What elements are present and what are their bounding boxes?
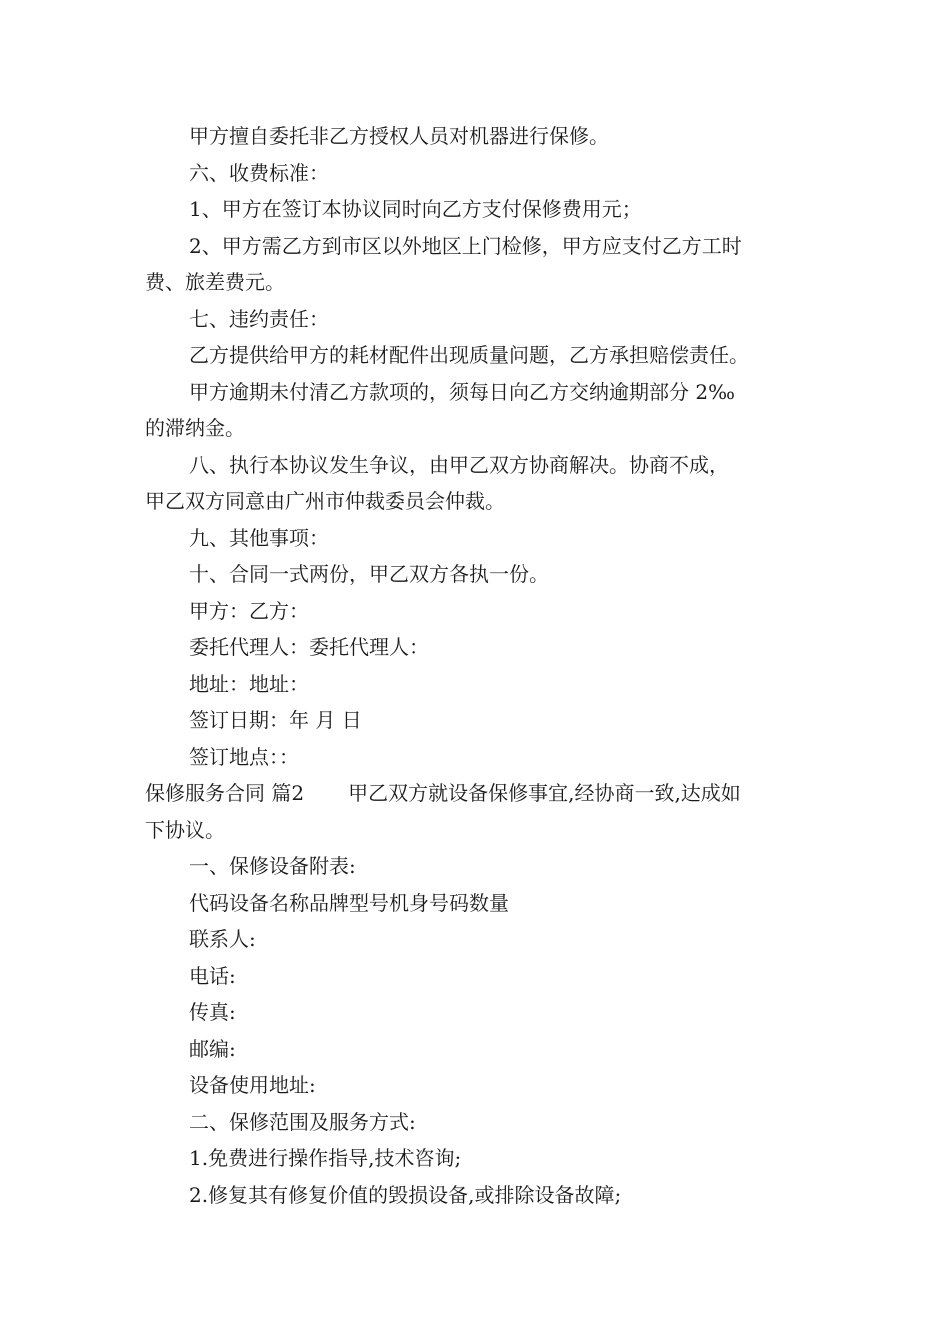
paragraph-line: 联系人: <box>189 927 256 951</box>
paragraph-line: 的滞纳金。 <box>145 416 245 440</box>
paragraph-line: 代码设备名称品牌型号机身号码数量 <box>189 890 509 915</box>
paragraph-line: 地址：地址： <box>189 671 309 696</box>
paragraph-line: 一、保修设备附表: <box>189 854 356 878</box>
paragraph-line: 下协议。 <box>145 817 225 842</box>
section-2-intro: 甲乙双方就设备保修事宜,经协商一致,达成如 <box>348 781 741 805</box>
paragraph-line: 电话: <box>189 963 236 988</box>
document-body <box>145 118 810 1213</box>
contract-section-2 <box>145 812 810 1214</box>
paragraph-line: 十、合同一式两份，甲乙双方各执一份。 <box>189 562 549 586</box>
paragraph-line: 乙方提供给甲方的耗材配件出现质量问题，乙方承担赔偿责任。 <box>189 343 749 367</box>
paragraph-line: 七、违约责任： <box>189 306 329 331</box>
paragraph-line: 签订地点：： <box>189 744 299 769</box>
paragraph-line: 签订日期：年 月 日 <box>189 708 362 732</box>
paragraph-line: 设备使用地址: <box>189 1073 316 1097</box>
section-2-title: 保修服务合同 篇2 <box>145 781 305 805</box>
paragraph-line: 甲方逾期未付清乙方款项的，须每日向乙方交纳逾期部分 2‰ <box>189 379 735 404</box>
paragraph-line: 邮编: <box>189 1036 236 1061</box>
paragraph-line: 甲乙双方同意由广州市仲裁委员会仲裁。 <box>145 489 505 513</box>
paragraph-line: 委托代理人：委托代理人： <box>189 635 429 659</box>
paragraph-line: 九、其他事项： <box>189 525 329 550</box>
paragraph-line: 2、甲方需乙方到市区以外地区上门检修，甲方应支付乙方工时 <box>189 233 742 258</box>
paragraph-line: 传真: <box>189 1000 236 1024</box>
paragraph-line: 1、甲方在签订本协议同时向乙方支付保修费用元； <box>189 197 642 221</box>
paragraph-line: 2.修复其有修复价值的毁损设备,或排除设备故障; <box>189 1182 622 1207</box>
section-2-heading-line <box>145 775 810 812</box>
paragraph-line: 六、收费标准： <box>189 160 329 185</box>
paragraph-line: 八、执行本协议发生争议，由甲乙双方协商解决。协商不成， <box>189 452 729 477</box>
paragraph-line: 甲方擅自委托非乙方授权人员对机器进行保修。 <box>189 124 609 148</box>
contract-section-1 <box>145 118 810 775</box>
paragraph-line: 二、保修范围及服务方式: <box>189 1109 416 1134</box>
paragraph-line: 费、旅差费元。 <box>145 270 285 294</box>
paragraph-line: 甲方：乙方： <box>189 598 309 623</box>
paragraph-line: 1.免费进行操作指导,技术咨询; <box>189 1146 462 1170</box>
